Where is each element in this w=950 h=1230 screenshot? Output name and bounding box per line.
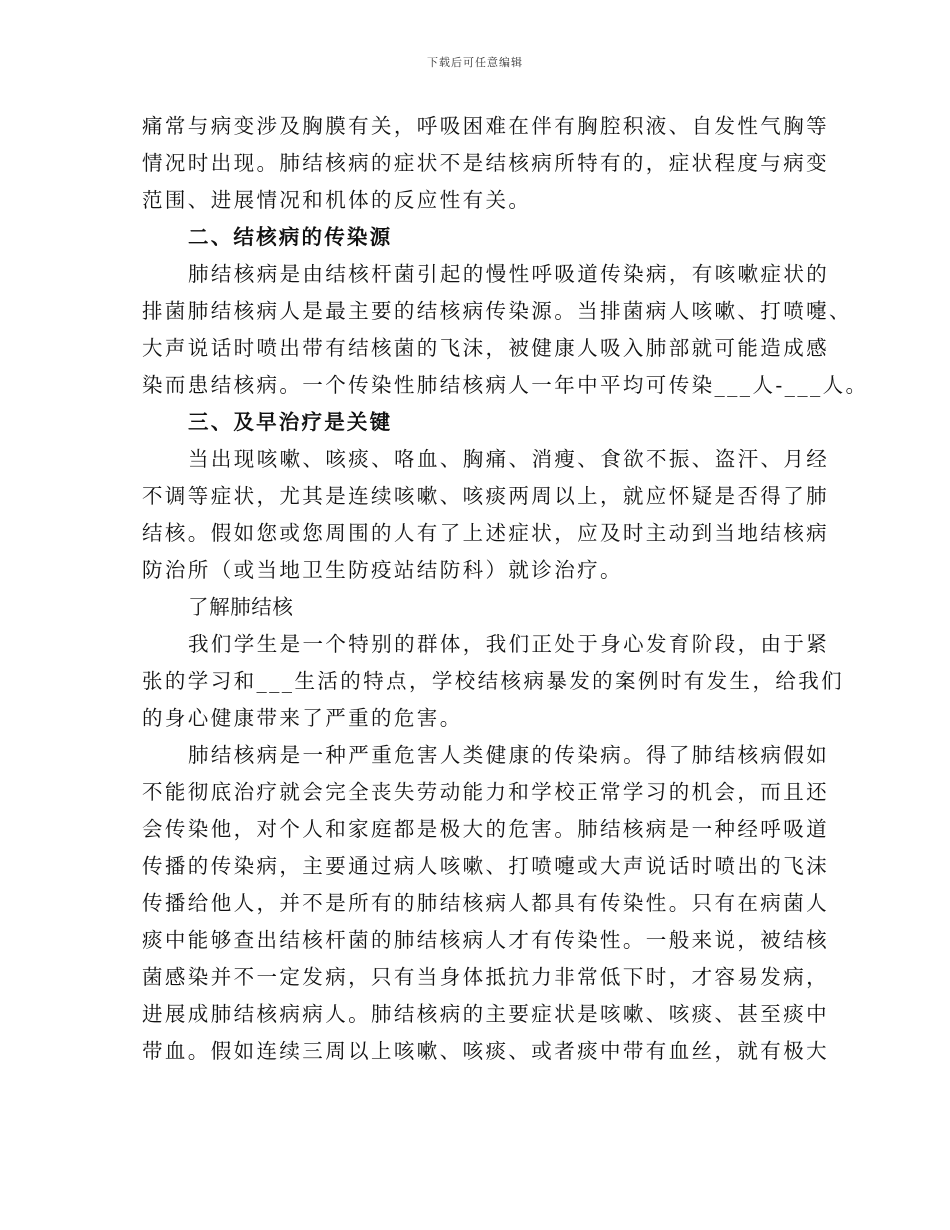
text-line: 痰中能够查出结核杆菌的肺结核病人才有传染性。一般来说，被结核 [142,928,829,952]
text-line: 肺结核病是由结核杆菌引起的慢性呼吸道传染病，有咳嗽症状的 [188,262,830,286]
text-line: 会传染他，对个人和家庭都是极大的危害。肺结核病是一种经呼吸道 [142,817,829,841]
text-line: 大声说话时喷出带有结核菌的飞沫，被健康人吸入肺部就可能造成感 [142,336,829,360]
text-line: 传播的传染病，主要通过病人咳嗽、打喷嚏或大声说话时喷出的飞沫 [142,854,829,878]
text-line: 结核。假如您或您周围的人有了上述症状，应及时主动到当地结核病 [142,521,829,545]
text-line: 菌感染并不一定发病，只有当身体抵抗力非常低下时，才容易发病， [142,965,829,989]
text-line: 带血。假如连续三周以上咳嗽、咳痰、或者痰中带有血丝，就有极大 [142,1039,829,1063]
document-body [142,108,869,1070]
page-header: 下载后可任意编辑 [427,56,523,69]
section-heading: 三、及早治疗是关键 [188,410,393,434]
section-heading: 了解肺结核 [188,595,294,619]
text-line: 范围、进展情况和机体的反应性有关。 [142,188,532,212]
text-line: 痛常与病变涉及胸膜有关，呼吸困难在伴有胸腔积液、自发性气胸等 [142,114,829,138]
text-line: 防治所（或当地卫生防疫站结防科）就诊治疗。 [142,558,623,582]
text-line: 当出现咳嗽、咳痰、咯血、胸痛、消瘦、食欲不振、盗汗、月经 [188,447,830,471]
text-line: 不能彻底治疗就会完全丧失劳动能力和学校正常学习的机会，而且还 [142,780,829,804]
text-line: 的身心健康带来了严重的危害。 [142,706,463,730]
text-line: 染而患结核病。一个传染性肺结核病人一年中平均可传染___人-___人。 [142,373,869,397]
text-line: 排菌肺结核病人是最主要的结核病传染源。当排菌病人咳嗽、打喷嚏、 [142,299,852,323]
text-line: 我们学生是一个特别的群体，我们正处于身心发育阶段，由于紧 [188,632,830,656]
section-heading: 二、结核病的传染源 [188,225,393,249]
text-line: 情况时出现。肺结核病的症状不是结核病所特有的，症状程度与病变 [142,151,829,175]
text-line: 进展成肺结核病病人。肺结核病的主要症状是咳嗽、咳痰、甚至痰中 [142,1002,829,1026]
text-line: 传播给他人，并不是所有的肺结核病人都具有传染性。只有在病菌人 [142,891,829,915]
text-line: 肺结核病是一种严重危害人类健康的传染病。得了肺结核病假如 [188,743,830,767]
text-line: 张的学习和___生活的特点，学校结核病暴发的案例时有发生，给我们 [142,669,845,693]
text-line: 不调等症状，尤其是连续咳嗽、咳痰两周以上，就应怀疑是否得了肺 [142,484,829,508]
